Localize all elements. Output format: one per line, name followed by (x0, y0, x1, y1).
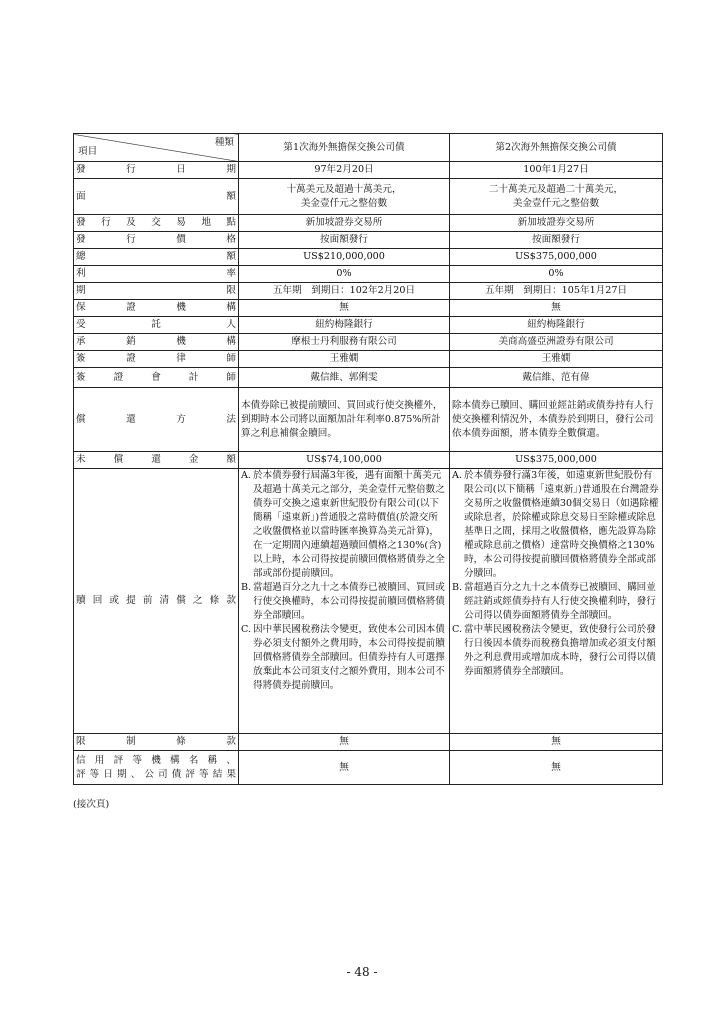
row-label (74, 266, 239, 283)
row-label (74, 283, 239, 300)
label-char: 利 (76, 268, 86, 279)
label-char: 限 (76, 736, 86, 747)
redemption-clause: B. 當超過百分之九十之本債券已被贖回、購回並經註銷或經債券持有人行使交換權利時，發行公司得以債券面額將債券全部贖回。 (452, 582, 656, 621)
row-redemption (74, 469, 663, 734)
label-char: 行 (126, 234, 136, 245)
row-label (74, 317, 239, 334)
label-char: 稱 (207, 754, 218, 766)
accountant-value-2: 戴信維、范有偉 (450, 368, 663, 388)
redemption-value-1 (239, 469, 450, 734)
label-char: 贖 (76, 595, 86, 606)
label-char: 受 (76, 319, 86, 330)
label-char: 還 (151, 454, 161, 465)
guarantor-value-2: 無 (450, 300, 663, 317)
row-total (74, 249, 663, 266)
label-char: 償 (76, 413, 86, 425)
label-char: 日 (176, 164, 186, 175)
face-value-2-line-a: 二十萬美元及超過二十萬美元， (488, 183, 624, 195)
label-char: 法 (226, 413, 236, 425)
label-char: 未 (76, 454, 86, 465)
label-char: 面 (76, 190, 86, 202)
row-repayment (74, 388, 663, 452)
label-char: 債 (171, 768, 182, 780)
label-char: 限 (226, 285, 236, 296)
label-char: 交 (151, 217, 161, 228)
repayment-value-2: 除本債券已贖回、購回並經註銷或債券持有人行使交換權利情況外，本債券於到期日，發行公司依本債券面額，將本債券全數償還。 (450, 388, 663, 452)
underwriter-value-2: 美商高盛亞洲證券有限公司 (450, 334, 663, 351)
label-char: 款 (226, 736, 236, 747)
label-char: 之 (192, 595, 203, 606)
label-char: 條 (176, 736, 186, 747)
label-char: 構 (169, 754, 180, 766)
outstanding-value-2: US$375,000,000 (450, 452, 663, 469)
issue-date-value-2: 100年1月27日 (450, 162, 663, 179)
issue-price-value-2: 按面額發行 (450, 232, 663, 249)
row-label (74, 300, 239, 317)
label-char: 額 (226, 190, 236, 202)
bond-table (73, 133, 663, 785)
trustee-value-2: 紐約梅隆銀行 (450, 317, 663, 334)
face-value-1 (239, 179, 450, 215)
redemption-clause: B. 當超過百分之九十之本債券已被贖回、買回或行使交換權時，本公司得按提前贖回價格將債券全部贖回。 (241, 582, 445, 621)
redemption-value-2 (450, 469, 663, 734)
label-char: 回 (92, 595, 103, 606)
row-label (74, 368, 239, 388)
row-rating (74, 751, 663, 785)
label-char: 計 (188, 371, 199, 383)
label-char: 行 (126, 164, 136, 175)
row-label (74, 334, 239, 351)
rate-value-2: 0% (450, 266, 663, 283)
row-guarantor (74, 300, 663, 317)
row-label (74, 232, 239, 249)
label-char: 或 (109, 595, 119, 606)
row-issue-date (74, 162, 663, 179)
total-value-2: US$375,000,000 (450, 249, 663, 266)
label-char: 保 (76, 302, 86, 313)
label-char: 評 (113, 754, 124, 766)
label-char: 機 (151, 754, 161, 766)
total-value-1: US$210,000,000 (239, 249, 450, 266)
face-value-1-line-b: 美金壹仟元之整倍數 (300, 197, 388, 209)
label-char: 額 (226, 251, 236, 262)
row-label (74, 469, 239, 734)
label-char: 構 (226, 302, 236, 313)
label-char: 評 (185, 768, 195, 780)
label-char: 期 (76, 285, 86, 296)
row-label (74, 162, 239, 179)
label-char: 構 (226, 336, 236, 347)
redemption-clause: C. 當中華民國稅務法令變更，致使發行公司於發行日後因本債券而稅務負擔增加或必須支付額外之利息費用或增加成本時，發行公司得以債券面額將債券全部贖回。 (452, 624, 656, 677)
label-char: 結 (212, 768, 223, 780)
issue-date-value-1: 97年2月20日 (239, 162, 450, 179)
row-label (74, 351, 239, 368)
label-char: 率 (226, 268, 236, 279)
label-char: 證 (126, 353, 136, 364)
label-char: 前 (142, 595, 153, 606)
label-char: 還 (126, 413, 136, 425)
rating-value-2: 無 (450, 751, 663, 785)
guarantor-value-1: 無 (239, 300, 450, 317)
row-label (74, 734, 239, 751)
label-char: 承 (76, 336, 86, 347)
row-label (74, 388, 239, 452)
row-exchange (74, 215, 663, 232)
restriction-value-2: 無 (450, 734, 663, 751)
rating-value-1: 無 (239, 751, 450, 785)
item-label: 項目 (78, 146, 98, 157)
label-char: 日 (103, 768, 113, 780)
column-header-1: 第1次海外無擔保交換公司債 (239, 134, 450, 162)
label-char: 提 (126, 595, 136, 606)
kind-label: 種類 (214, 137, 234, 148)
lawyer-value-1: 王雅嫺 (239, 351, 450, 368)
term-value-1: 五年期 到期日：102年2月20日 (239, 283, 450, 300)
label-char: 、 (226, 754, 236, 766)
label-char: 發 (76, 217, 86, 228)
label-char: 會 (151, 371, 161, 383)
row-outstanding (74, 452, 663, 469)
label-char: 證 (113, 371, 124, 383)
label-char: 等 (132, 754, 142, 766)
label-char: 等 (89, 768, 100, 780)
label-char: 償 (113, 454, 124, 465)
label-char: 發 (76, 234, 86, 245)
label-char: 、 (130, 768, 141, 780)
label-char: 價 (176, 234, 186, 245)
label-char: 機 (176, 336, 186, 347)
row-issue-price (74, 232, 663, 249)
label-char: 總 (76, 251, 86, 262)
label-char: 行 (101, 217, 111, 228)
label-char: 證 (126, 302, 136, 313)
label-char: 人 (226, 319, 236, 330)
redemption-clause: C. 因中華民國稅務法令變更，致使本公司因本債券必須支付額外之費用時，本公司得按提前贖回價格將債券全部贖回。但債券持有人可選擇放棄此本公司須支付之額外費用，則本公司不得將債券提前贖回。 (241, 624, 445, 691)
outstanding-value-1: US$74,100,000 (239, 452, 450, 469)
label-char: 司 (158, 768, 168, 780)
label-char: 簽 (76, 371, 86, 383)
redemption-clause: A. 於本債券發行滿3年後，如遠東新世紀股份有限公司(以下簡稱「遠東新」)普通股在台灣證券交易所之收盤價格連續30個交易日（如遇除權或除息者，於除權或除息交易日至除權或除息基準日之間，採用之收盤價格，應先設算為除權或除息前之價格）達當時交換價格之130%時，本公司得按提前贖回價格將債券全部或部分贖回。 (452, 470, 659, 579)
label-char: 律 (176, 353, 186, 364)
diagonal-header-cell (74, 134, 239, 162)
label-char: 方 (176, 413, 186, 425)
label-char: 款 (226, 595, 236, 606)
label-char: 用 (94, 754, 105, 766)
label-char: 條 (209, 595, 220, 606)
header-row (74, 134, 663, 162)
column-header-2: 第2次海外無擔保交換公司債 (450, 134, 663, 162)
repayment-value-1: 本債券除已被提前贖回、買回或行使交換權外，到期時本公司將以面額加計年利率0.875%所計算之利息補償金贖回。 (239, 388, 450, 452)
rate-value-1: 0% (239, 266, 450, 283)
label-char: 信 (76, 754, 86, 766)
label-char: 及 (126, 217, 136, 228)
lawyer-value-2: 王雅嫺 (450, 351, 663, 368)
label-char: 地 (201, 217, 211, 228)
label-char: 師 (226, 371, 236, 383)
underwriter-value-1: 摩根士丹利服務有限公司 (239, 334, 450, 351)
row-label (74, 249, 239, 266)
row-trustee (74, 317, 663, 334)
row-underwriter (74, 334, 663, 351)
restriction-value-1: 無 (239, 734, 450, 751)
term-value-2: 五年期 到期日：105年1月27日 (450, 283, 663, 300)
label-char: 期 (226, 164, 236, 175)
face-value-1-line-a: 十萬美元及超過十萬美元， (286, 183, 402, 195)
row-label (74, 751, 239, 785)
trustee-value-1: 紐約梅隆銀行 (239, 317, 450, 334)
label-char: 師 (226, 353, 236, 364)
label-char: 格 (226, 234, 236, 245)
label-char: 名 (188, 754, 199, 766)
label-char: 等 (199, 768, 209, 780)
face-value-2-line-b: 美金壹仟元之整倍數 (512, 197, 600, 209)
label-char: 果 (226, 768, 236, 780)
continued-note: (接次頁) (73, 799, 110, 810)
label-char: 託 (151, 319, 161, 330)
label-char: 公 (144, 768, 154, 780)
row-label (74, 452, 239, 469)
exchange-value-1: 新加坡證券交易所 (239, 215, 450, 232)
label-char: 點 (226, 217, 236, 228)
label-char: 發 (76, 164, 86, 175)
label-char: 易 (176, 217, 186, 228)
accountant-value-1: 戴信維、郭俐雯 (239, 368, 450, 388)
label-char: 額 (226, 454, 236, 465)
exchange-value-2: 新加坡證券交易所 (450, 215, 663, 232)
label-char: 制 (126, 736, 136, 747)
row-term (74, 283, 663, 300)
label-char: 簽 (76, 353, 86, 364)
issue-price-value-1: 按面額發行 (239, 232, 450, 249)
label-char: 評 (76, 768, 86, 780)
label-char: 機 (176, 302, 186, 313)
row-lawyer (74, 351, 663, 368)
row-accountant (74, 368, 663, 388)
row-label (74, 179, 239, 215)
row-rate (74, 266, 663, 283)
label-char: 期 (117, 768, 127, 780)
row-face-value (74, 179, 663, 215)
label-char: 償 (176, 595, 186, 606)
row-label (74, 215, 239, 232)
label-char: 金 (188, 454, 199, 465)
row-restriction (74, 734, 663, 751)
label-char: 銷 (126, 336, 136, 347)
redemption-clause: A. 於本債券發行屆滿3年後，遇有面額十萬美元及超過十萬美元之部分，美金壹仟元整倍數之債券可交換之遠東新世紀股份有限公司(以下簡稱「遠東新」)普通股之當時價值(於證交所之收盤價格並以當時匯率換算為美元計算)，在一定期間內連續超過贖回價格之130%(含)以上時，本公司得按提前贖回價格將債券之全部或部份提前贖回。 (241, 470, 445, 579)
label-char: 清 (159, 595, 170, 606)
face-value-2 (450, 179, 663, 215)
page-number: - 48 - (346, 965, 378, 979)
